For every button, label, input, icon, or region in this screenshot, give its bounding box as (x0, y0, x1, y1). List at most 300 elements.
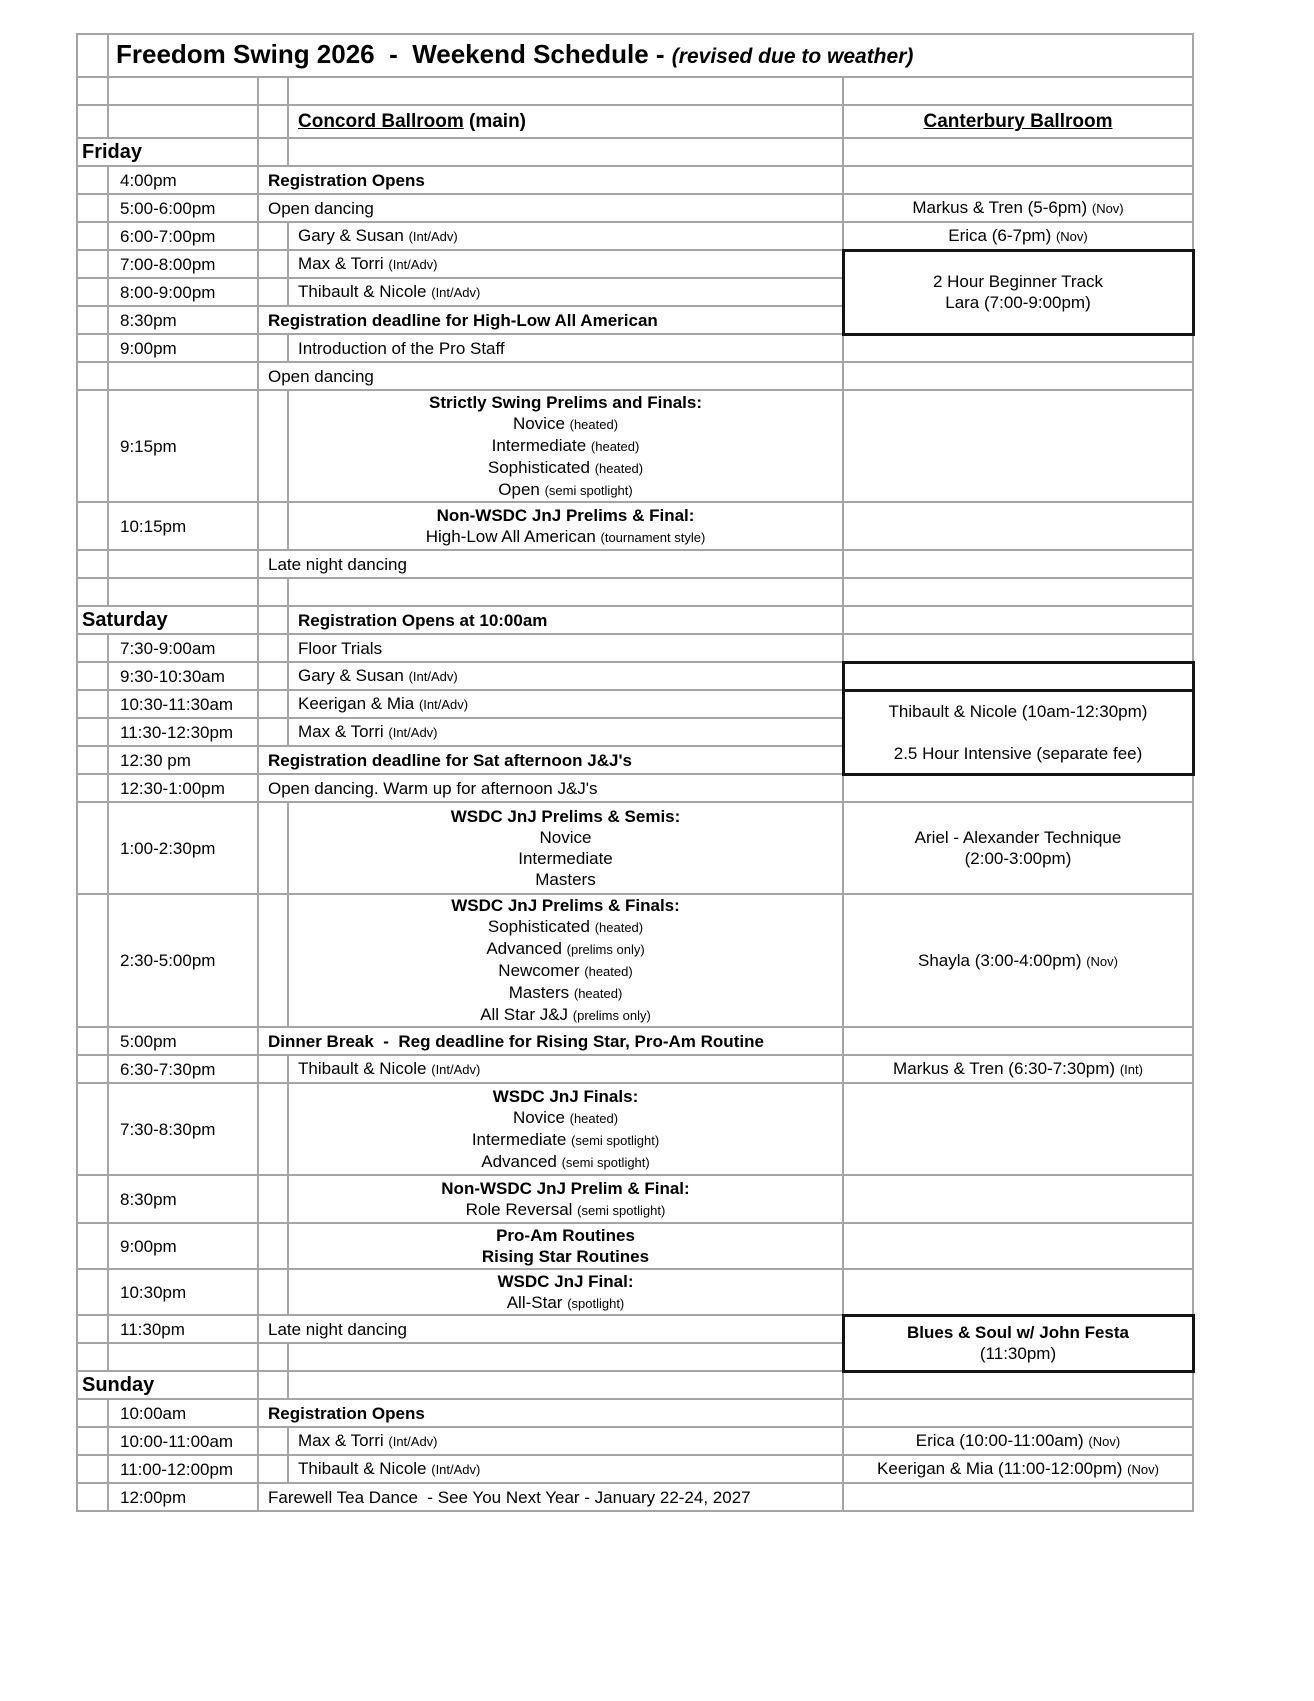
row-margin-cell (77, 894, 108, 1027)
indent-cell (258, 662, 288, 690)
event-line-text: Thibault & Nicole (10am-12:30pm) (888, 701, 1148, 721)
spacer-cell (258, 105, 288, 138)
event-qualifier: (Nov) (1088, 1434, 1121, 1449)
event-cell (288, 894, 843, 1027)
event-line-text: Novice (539, 828, 592, 847)
event-cell (288, 138, 843, 166)
schedule-row (77, 774, 1193, 802)
indent-cell (258, 278, 288, 306)
event-qualifier: (heated) (590, 438, 640, 454)
event-line-bold-text: Pro-Am Routines (496, 1226, 635, 1245)
event-qualifier: (Int/Adv) (388, 257, 438, 272)
event-line-text: Max & Torri (298, 722, 389, 741)
day-row-sunday (77, 1371, 1193, 1399)
row-margin-cell (77, 1175, 108, 1223)
time-cell: 5:00pm (108, 1027, 258, 1055)
schedule-row (77, 1455, 1193, 1483)
canterbury-ballroom-header (843, 105, 1193, 138)
event-line (289, 435, 842, 457)
event-line-text: Floor Trials (298, 638, 383, 658)
row-margin-cell (77, 1055, 108, 1083)
event-line-text: Keerigan & Mia (298, 694, 419, 713)
indent-cell (258, 1455, 288, 1483)
row-margin-cell (77, 662, 108, 690)
event-line-text: Gary & Susan (298, 226, 409, 245)
event-cell (258, 774, 843, 802)
event-cell (258, 306, 843, 334)
event-line (298, 665, 842, 687)
event-line-bold-text: WSDC JnJ Prelims & Semis: (450, 807, 681, 826)
schedule-table (76, 33, 1195, 1512)
row-margin-cell (77, 1455, 108, 1483)
event-line (289, 982, 842, 1004)
indent-cell (258, 334, 288, 362)
row-margin-cell (77, 718, 108, 746)
row-margin-cell (77, 222, 108, 250)
time-cell: 10:30-11:30am (108, 690, 258, 718)
event-line (298, 1430, 842, 1452)
spacer-cell (108, 1343, 258, 1371)
time-cell (108, 362, 258, 390)
event-line-text: Markus & Tren (5-6pm) (912, 198, 1092, 217)
schedule-row (77, 894, 1193, 1027)
event-line (298, 693, 842, 715)
event-cell (258, 746, 843, 774)
spacer-cell (77, 1343, 108, 1371)
event-cell (288, 1083, 843, 1175)
canterbury-cell (843, 222, 1193, 250)
ballroom-header-row (77, 105, 1193, 138)
indent-cell (258, 1269, 288, 1315)
spacer-cell (258, 578, 288, 606)
spacer-cell (108, 578, 258, 606)
row-margin-cell (77, 502, 108, 550)
indent-cell (258, 390, 288, 502)
event-cell (258, 550, 843, 578)
event-line-text: Masters (508, 983, 574, 1002)
event-line (268, 1031, 842, 1052)
time-cell: 8:30pm (108, 306, 258, 334)
event-line (289, 1004, 842, 1026)
indent-cell (258, 1223, 288, 1269)
indent-cell (258, 1175, 288, 1223)
canterbury-cell (843, 1371, 1193, 1399)
canterbury-cell (843, 334, 1193, 362)
row-margin-cell (77, 1399, 108, 1427)
event-line-text: Role Reversal (465, 1199, 578, 1219)
time-cell: 11:30-12:30pm (108, 718, 258, 746)
event-line-bold-text: Registration deadline for High-Low All American (268, 310, 658, 330)
event-line (298, 1058, 842, 1080)
canterbury-cell (843, 1223, 1193, 1269)
event-line-text: Novice (512, 413, 570, 433)
event-line (289, 1151, 842, 1173)
schedule-row (77, 550, 1193, 578)
canterbury-line (844, 827, 1192, 848)
day-row-friday (77, 138, 1193, 166)
event-line-text: Max & Torri (298, 1431, 389, 1450)
time-cell: 10:00-11:00am (108, 1427, 258, 1455)
event-qualifier: (Int/Adv) (408, 229, 458, 244)
row-margin-cell (77, 362, 108, 390)
weekend-schedule-sheet (76, 33, 1195, 1512)
canterbury-line (844, 950, 1192, 972)
event-qualifier: (semi spotlight) (544, 482, 633, 498)
event-cell (288, 802, 843, 894)
row-margin-cell (77, 550, 108, 578)
event-cell (288, 334, 843, 362)
canterbury-cell (843, 250, 1193, 334)
time-cell: 12:30 pm (108, 746, 258, 774)
event-qualifier: (heated) (573, 986, 623, 1001)
spacer-cell (108, 77, 258, 105)
event-cell (288, 1269, 843, 1315)
row-margin-cell (77, 166, 108, 194)
event-cell (288, 634, 843, 662)
event-qualifier: (tournament style) (600, 529, 706, 545)
event-qualifier: (Nov) (1055, 228, 1088, 244)
row-margin-cell (77, 802, 108, 894)
event-line-bold-text: Strictly Swing Prelims and Finals: (428, 392, 702, 412)
spacer-cell (843, 77, 1193, 105)
canterbury-line (844, 1430, 1192, 1452)
event-line (298, 721, 842, 743)
time-cell: 11:30pm (108, 1315, 258, 1343)
indent-cell (258, 718, 288, 746)
event-line (298, 281, 842, 303)
canterbury-cell (843, 550, 1193, 578)
row-margin-cell (77, 1083, 108, 1175)
event-cell (288, 718, 843, 746)
event-qualifier: (prelims only) (572, 1008, 651, 1023)
schedule-row (77, 1027, 1193, 1055)
event-line-bold-text: Blues & Soul w/ John Festa (907, 1323, 1129, 1342)
event-line (289, 392, 842, 413)
event-line (268, 1319, 842, 1340)
canterbury-line (845, 701, 1192, 722)
event-line-bold-text: Registration Opens (268, 1403, 425, 1423)
time-cell: 7:00-8:00pm (108, 250, 258, 278)
indent-cell (258, 1371, 288, 1399)
event-line-text: Thibault & Nicole (298, 1459, 432, 1478)
canterbury-line (844, 1458, 1192, 1480)
event-cell (258, 166, 843, 194)
day-label: Saturday (77, 606, 258, 634)
event-qualifier: (Int/Adv) (431, 1062, 481, 1077)
event-line-text: (11:30pm) (979, 1344, 1057, 1363)
event-line-text: Open dancing (268, 366, 374, 386)
event-line (289, 806, 842, 827)
event-cell (258, 362, 843, 390)
canterbury-cell (843, 1269, 1193, 1315)
event-line (298, 253, 842, 275)
event-cell (288, 1427, 843, 1455)
schedule-row (77, 1483, 1193, 1511)
event-cell (288, 1175, 843, 1223)
time-cell: 6:00-7:00pm (108, 222, 258, 250)
event-line (289, 1129, 842, 1151)
canterbury-cell (843, 690, 1193, 774)
canterbury-line (845, 271, 1192, 292)
spacer-cell (77, 77, 108, 105)
event-line-text: Keerigan & Mia (11:00-12:00pm) (877, 1459, 1128, 1478)
canterbury-line (844, 225, 1192, 247)
event-line (289, 1086, 842, 1107)
page-title (108, 34, 1193, 77)
canterbury-line (844, 1058, 1192, 1080)
time-cell: 12:30-1:00pm (108, 774, 258, 802)
schedule-body (77, 34, 1193, 1511)
event-line-text: Sophisticated (487, 917, 595, 936)
row-margin-cell (77, 1027, 108, 1055)
event-cell (288, 1371, 843, 1399)
event-line-bold-text: Registration deadline for Sat afternoon J&J's (268, 750, 632, 770)
event-cell (288, 662, 843, 690)
row-margin-cell (77, 774, 108, 802)
event-line (289, 1178, 842, 1199)
event-line-text: Lara (7:00-9:00pm) (945, 293, 1091, 312)
event-line (289, 1292, 842, 1314)
event-line (298, 225, 842, 247)
event-qualifier: (Int/Adv) (431, 285, 481, 300)
indent-cell (258, 894, 288, 1027)
event-line-bold-text: Registration Opens at 10:00am (298, 610, 548, 630)
schedule-row (77, 222, 1193, 250)
concord-ballroom-header (288, 105, 843, 138)
event-line-text: All Star J&J (480, 1005, 573, 1024)
day-label: Sunday (77, 1371, 258, 1399)
row-margin-cell (77, 306, 108, 334)
event-line-text: Late night dancing (268, 554, 407, 574)
blank-row (77, 77, 1193, 105)
event-qualifier: (heated) (569, 416, 619, 432)
event-line-text: All-Star (506, 1292, 568, 1312)
spacer-cell (258, 1343, 288, 1371)
event-line-bold-text: Rising Star Routines (481, 1247, 650, 1266)
canterbury-cell (843, 1455, 1193, 1483)
spacer-cell (77, 105, 108, 138)
page-title-note: (revised due to weather) (671, 44, 914, 68)
time-cell: 4:00pm (108, 166, 258, 194)
row-margin-cell (77, 1315, 108, 1343)
event-line-text: Newcomer (498, 961, 585, 980)
event-qualifier: (semi spotlight) (577, 1202, 666, 1218)
indent-cell (258, 1055, 288, 1083)
schedule-row (77, 634, 1193, 662)
time-cell: 10:00am (108, 1399, 258, 1427)
canterbury-cell (843, 138, 1193, 166)
time-cell: 10:30pm (108, 1269, 258, 1315)
canterbury-cell (843, 1055, 1193, 1083)
event-line (298, 638, 842, 659)
schedule-row (77, 1315, 1193, 1343)
spacer-cell (77, 578, 108, 606)
event-line-text: Advanced (481, 1151, 562, 1171)
event-line-text: Shayla (3:00-4:00pm) (918, 950, 1087, 970)
row-margin-cell (77, 334, 108, 362)
event-line-text: Ariel - Alexander Technique (914, 828, 1122, 847)
blank-row (77, 578, 1193, 606)
event-qualifier: (Nov) (1091, 201, 1124, 216)
schedule-row (77, 362, 1193, 390)
canterbury-cell (843, 774, 1193, 802)
event-line (268, 310, 842, 331)
row-margin-cell (77, 1427, 108, 1455)
event-cell (258, 1027, 843, 1055)
concord-ballroom-suffix: (main) (463, 111, 527, 132)
event-line-text: Farewell Tea Dance - See You Next Year - January 22-24, 2027 (268, 1487, 751, 1507)
indent-cell (258, 138, 288, 166)
event-cell (258, 1315, 843, 1343)
canterbury-cell (843, 1027, 1193, 1055)
time-cell: 9:30-10:30am (108, 662, 258, 690)
event-line (268, 170, 842, 191)
row-margin-cell (77, 1483, 108, 1511)
event-qualifier: (heated) (569, 1110, 619, 1126)
event-line (289, 869, 842, 890)
event-line-text: Masters (535, 870, 596, 889)
event-line-text: High-Low All American (425, 526, 601, 546)
event-line-text: Gary & Susan (298, 666, 409, 685)
canterbury-cell (843, 1083, 1193, 1175)
event-line-text: Markus & Tren (6:30-7:30pm) (893, 1059, 1120, 1078)
event-qualifier: (semi spotlight) (571, 1132, 660, 1148)
event-line (289, 505, 842, 526)
row-margin-cell (77, 1269, 108, 1315)
schedule-row (77, 1399, 1193, 1427)
event-line (268, 750, 842, 771)
schedule-row (77, 390, 1193, 502)
event-qualifier: (heated) (594, 460, 644, 476)
row-margin-cell (77, 250, 108, 278)
indent-cell (258, 606, 288, 634)
event-line-text: Novice (512, 1107, 570, 1127)
event-line (268, 1403, 842, 1424)
event-line-text: 2 Hour Beginner Track (932, 272, 1104, 291)
schedule-row (77, 194, 1193, 222)
time-cell: 5:00-6:00pm (108, 194, 258, 222)
event-cell (288, 1055, 843, 1083)
event-line-text: 2.5 Hour Intensive (separate fee) (893, 743, 1143, 763)
event-cell (288, 1455, 843, 1483)
time-cell: 9:15pm (108, 390, 258, 502)
event-line-text: Thibault & Nicole (298, 1059, 432, 1078)
schedule-row (77, 1083, 1193, 1175)
event-line-text: Open (498, 479, 545, 499)
canterbury-cell (843, 390, 1193, 502)
event-line-text: Advanced (486, 939, 567, 958)
event-line-text: Late night dancing (268, 1319, 407, 1339)
event-line (289, 1271, 842, 1292)
event-qualifier: (spotlight) (567, 1295, 625, 1311)
time-cell: 6:30-7:30pm (108, 1055, 258, 1083)
canterbury-cell (843, 662, 1193, 690)
day-label: Friday (77, 138, 258, 166)
event-line-text: Intermediate (491, 435, 591, 455)
event-cell (258, 1399, 843, 1427)
corner-cell (77, 34, 108, 77)
title-row (77, 34, 1193, 77)
canterbury-line (844, 848, 1192, 869)
event-cell (288, 690, 843, 718)
event-line (289, 895, 842, 916)
event-line (268, 554, 842, 575)
event-line (289, 526, 842, 548)
spacer-cell (843, 578, 1193, 606)
canterbury-cell (843, 1175, 1193, 1223)
time-cell: 9:00pm (108, 334, 258, 362)
event-line-text: Open dancing. Warm up for afternoon J&J's (268, 778, 598, 798)
event-cell (288, 1223, 843, 1269)
event-qualifier: (Nov) (1127, 1462, 1159, 1477)
event-line-text: Erica (6-7pm) (948, 225, 1056, 245)
event-qualifier: (Int/Adv) (408, 669, 458, 684)
canterbury-cell (843, 1483, 1193, 1511)
canterbury-cell (843, 194, 1193, 222)
canterbury-ballroom-name: Canterbury Ballroom (923, 111, 1113, 132)
event-line (289, 1246, 842, 1267)
event-line-bold-text: Dinner Break - Reg deadline for Rising Star, Pro-Am Routine (268, 1031, 764, 1051)
schedule-row (77, 1427, 1193, 1455)
time-cell: 9:00pm (108, 1223, 258, 1269)
canterbury-cell (843, 606, 1193, 634)
event-line (298, 338, 842, 359)
time-cell: 1:00-2:30pm (108, 802, 258, 894)
event-line (298, 1458, 842, 1480)
event-line (289, 1107, 842, 1129)
event-qualifier: (prelims only) (566, 942, 645, 957)
event-line (289, 457, 842, 479)
time-cell: 7:30-8:30pm (108, 1083, 258, 1175)
event-line-text: Intermediate (471, 1129, 572, 1149)
event-qualifier: (heated) (584, 964, 633, 979)
event-line (268, 366, 842, 387)
event-line-text: Intermediate (518, 849, 613, 868)
event-line (289, 848, 842, 869)
event-line (289, 1199, 842, 1221)
indent-cell (258, 690, 288, 718)
event-line (289, 938, 842, 960)
indent-cell (258, 250, 288, 278)
event-qualifier: (semi spotlight) (561, 1154, 650, 1170)
schedule-row (77, 1175, 1193, 1223)
schedule-row (77, 1055, 1193, 1083)
schedule-row (77, 250, 1193, 278)
event-line-text: Open dancing (268, 198, 374, 218)
event-line (268, 198, 842, 219)
event-line (268, 1487, 842, 1508)
row-margin-cell (77, 390, 108, 502)
canterbury-cell (843, 894, 1193, 1027)
canterbury-cell (843, 802, 1193, 894)
event-line (289, 413, 842, 435)
event-qualifier: (Int/Adv) (418, 697, 469, 712)
canterbury-cell (843, 634, 1193, 662)
canterbury-cell (843, 1427, 1193, 1455)
schedule-row (77, 662, 1193, 690)
event-cell (288, 390, 843, 502)
row-margin-cell (77, 278, 108, 306)
event-cell (288, 222, 843, 250)
row-margin-cell (77, 690, 108, 718)
event-cell (258, 194, 843, 222)
event-line-bold-text: WSDC JnJ Finals: (492, 1086, 639, 1106)
row-margin-cell (77, 634, 108, 662)
canterbury-cell (843, 166, 1193, 194)
event-line (268, 778, 842, 799)
event-line-text: Sophisticated (487, 457, 595, 477)
schedule-row (77, 1269, 1193, 1315)
